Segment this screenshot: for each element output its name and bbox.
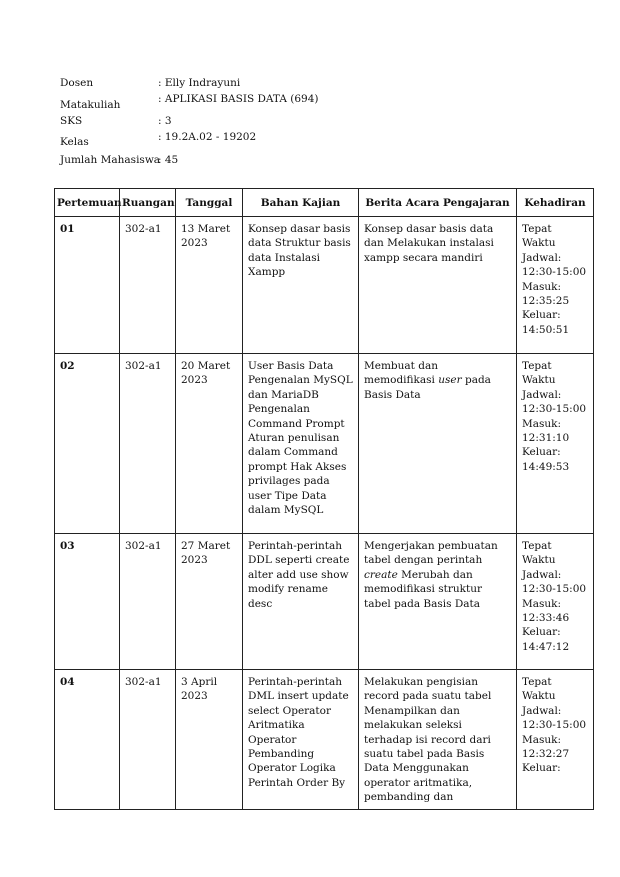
dosen-label: Dosen — [60, 77, 94, 89]
kehadiran-keluar: Keluar: 14:49:53 — [522, 446, 570, 473]
table-row — [55, 217, 594, 354]
kelas-value: : 19.2A.02 - 19202 — [158, 131, 257, 143]
kehadiran-keluar: Keluar: 14:47:12 — [522, 626, 570, 653]
berita-text: Membuat dan memodifikasi — [364, 360, 439, 387]
dosen-value: : Elly Indrayuni — [158, 77, 241, 89]
kehadiran-keluar: Keluar: — [522, 762, 561, 775]
kehadiran-status: Tepat Waktu — [522, 360, 556, 387]
kehadiran-status: Tepat Waktu — [522, 676, 556, 703]
kehadiran-jadwal: Jadwal: 12:30-15:00 — [522, 388, 587, 416]
cell-tanggal: 27 Maret 2023 — [176, 534, 243, 670]
cell-kehadiran — [517, 354, 594, 534]
cell-pertemuan: 01 — [55, 217, 120, 354]
cell-bahan-kajian: User Basis Data Pengenalan MySQL dan MariaDB Pengenalan Command Prompt Aturan penulisan dalam Command prompt Hak Akses privilages pada user Tipe Data dalam MySQL — [243, 354, 359, 534]
cell-tanggal: 3 April 2023 — [176, 670, 243, 810]
header-tanggal: Tanggal — [176, 189, 243, 217]
cell-ruangan: 302-a1 — [120, 354, 176, 534]
table-row — [55, 354, 594, 534]
berita-text: Melakukan pengisian record pada suatu tabel Menampilkan dan melakukan seleksi terhadap isi record dari suatu tabel pada Basis Data Menggunakan operator aritmatika, pembanding dan — [364, 676, 492, 804]
kehadiran-masuk: Masuk: 12:35:25 — [522, 280, 570, 308]
kehadiran-masuk: Masuk: 12:32:27 — [522, 733, 570, 761]
cell-tanggal: 20 Maret 2023 — [176, 354, 243, 534]
cell-kehadiran — [517, 534, 594, 670]
kelas-label: Kelas — [60, 136, 89, 148]
cell-ruangan: 302-a1 — [120, 670, 176, 810]
table-header-row — [55, 189, 594, 217]
berita-text: Mengerjakan pembuatan tabel dengan perintah — [364, 540, 498, 567]
header-ruangan: Ruangan — [120, 189, 176, 217]
cell-berita-acara — [359, 354, 517, 534]
sks-label: SKS — [60, 115, 83, 127]
header-kehadiran: Kehadiran — [517, 189, 594, 217]
cell-pertemuan: 03 — [55, 534, 120, 670]
cell-ruangan: 302-a1 — [120, 534, 176, 670]
table-row — [55, 534, 594, 670]
header-pertemuan: Pertemuan — [55, 189, 120, 217]
cell-ruangan: 302-a1 — [120, 217, 176, 354]
berita-emphasis: create — [364, 568, 398, 581]
cell-kehadiran — [517, 670, 594, 810]
cell-bahan-kajian: Perintah-perintah DML insert update select Operator Aritmatika Operator Pembanding Operator Logika Perintah Order By — [243, 670, 359, 810]
kehadiran-jadwal: Jadwal: 12:30-15:00 — [522, 568, 587, 596]
kehadiran-jadwal: Jadwal: 12:30-15:00 — [522, 704, 587, 732]
jumlah-label: Jumlah Mahasiswa — [60, 154, 161, 166]
cell-bahan-kajian: Perintah-perintah DDL seperti create alter add use show modify rename desc — [243, 534, 359, 670]
matakuliah-value: : APLIKASI BASIS DATA (694) — [158, 93, 319, 105]
berita-text-after: Merubah dan memodifikasi struktur tabel pada Basis Data — [364, 568, 482, 610]
kehadiran-status: Tepat Waktu — [522, 223, 556, 250]
cell-pertemuan: 04 — [55, 670, 120, 810]
berita-emphasis: user — [438, 374, 462, 387]
kehadiran-keluar: Keluar: 14:50:51 — [522, 309, 570, 336]
kehadiran-jadwal: Jadwal: 12:30-15:00 — [522, 251, 587, 279]
cell-berita-acara — [359, 534, 517, 670]
matakuliah-label: Matakuliah — [60, 99, 121, 111]
cell-berita-acara — [359, 217, 517, 354]
cell-kehadiran — [517, 217, 594, 354]
kehadiran-masuk: Masuk: 12:33:46 — [522, 597, 570, 625]
berita-text: Konsep dasar basis data dan Melakukan instalasi xampp secara mandiri — [364, 223, 494, 264]
cell-bahan-kajian: Konsep dasar basis data Struktur basis data Instalasi Xampp — [243, 217, 359, 354]
header-berita-acara: Berita Acara Pengajaran — [359, 189, 517, 217]
table-row — [55, 670, 594, 810]
cell-pertemuan: 02 — [55, 354, 120, 534]
cell-berita-acara — [359, 670, 517, 810]
attendance-table — [54, 188, 594, 810]
header-bahan-kajian: Bahan Kajian — [243, 189, 359, 217]
kehadiran-status: Tepat Waktu — [522, 540, 556, 567]
cell-tanggal: 13 Maret 2023 — [176, 217, 243, 354]
berita-text-after: pada Basis Data — [364, 374, 491, 401]
jumlah-value: : 45 — [158, 154, 179, 166]
kehadiran-masuk: Masuk: 12:31:10 — [522, 417, 570, 445]
sks-value: : 3 — [158, 115, 172, 127]
